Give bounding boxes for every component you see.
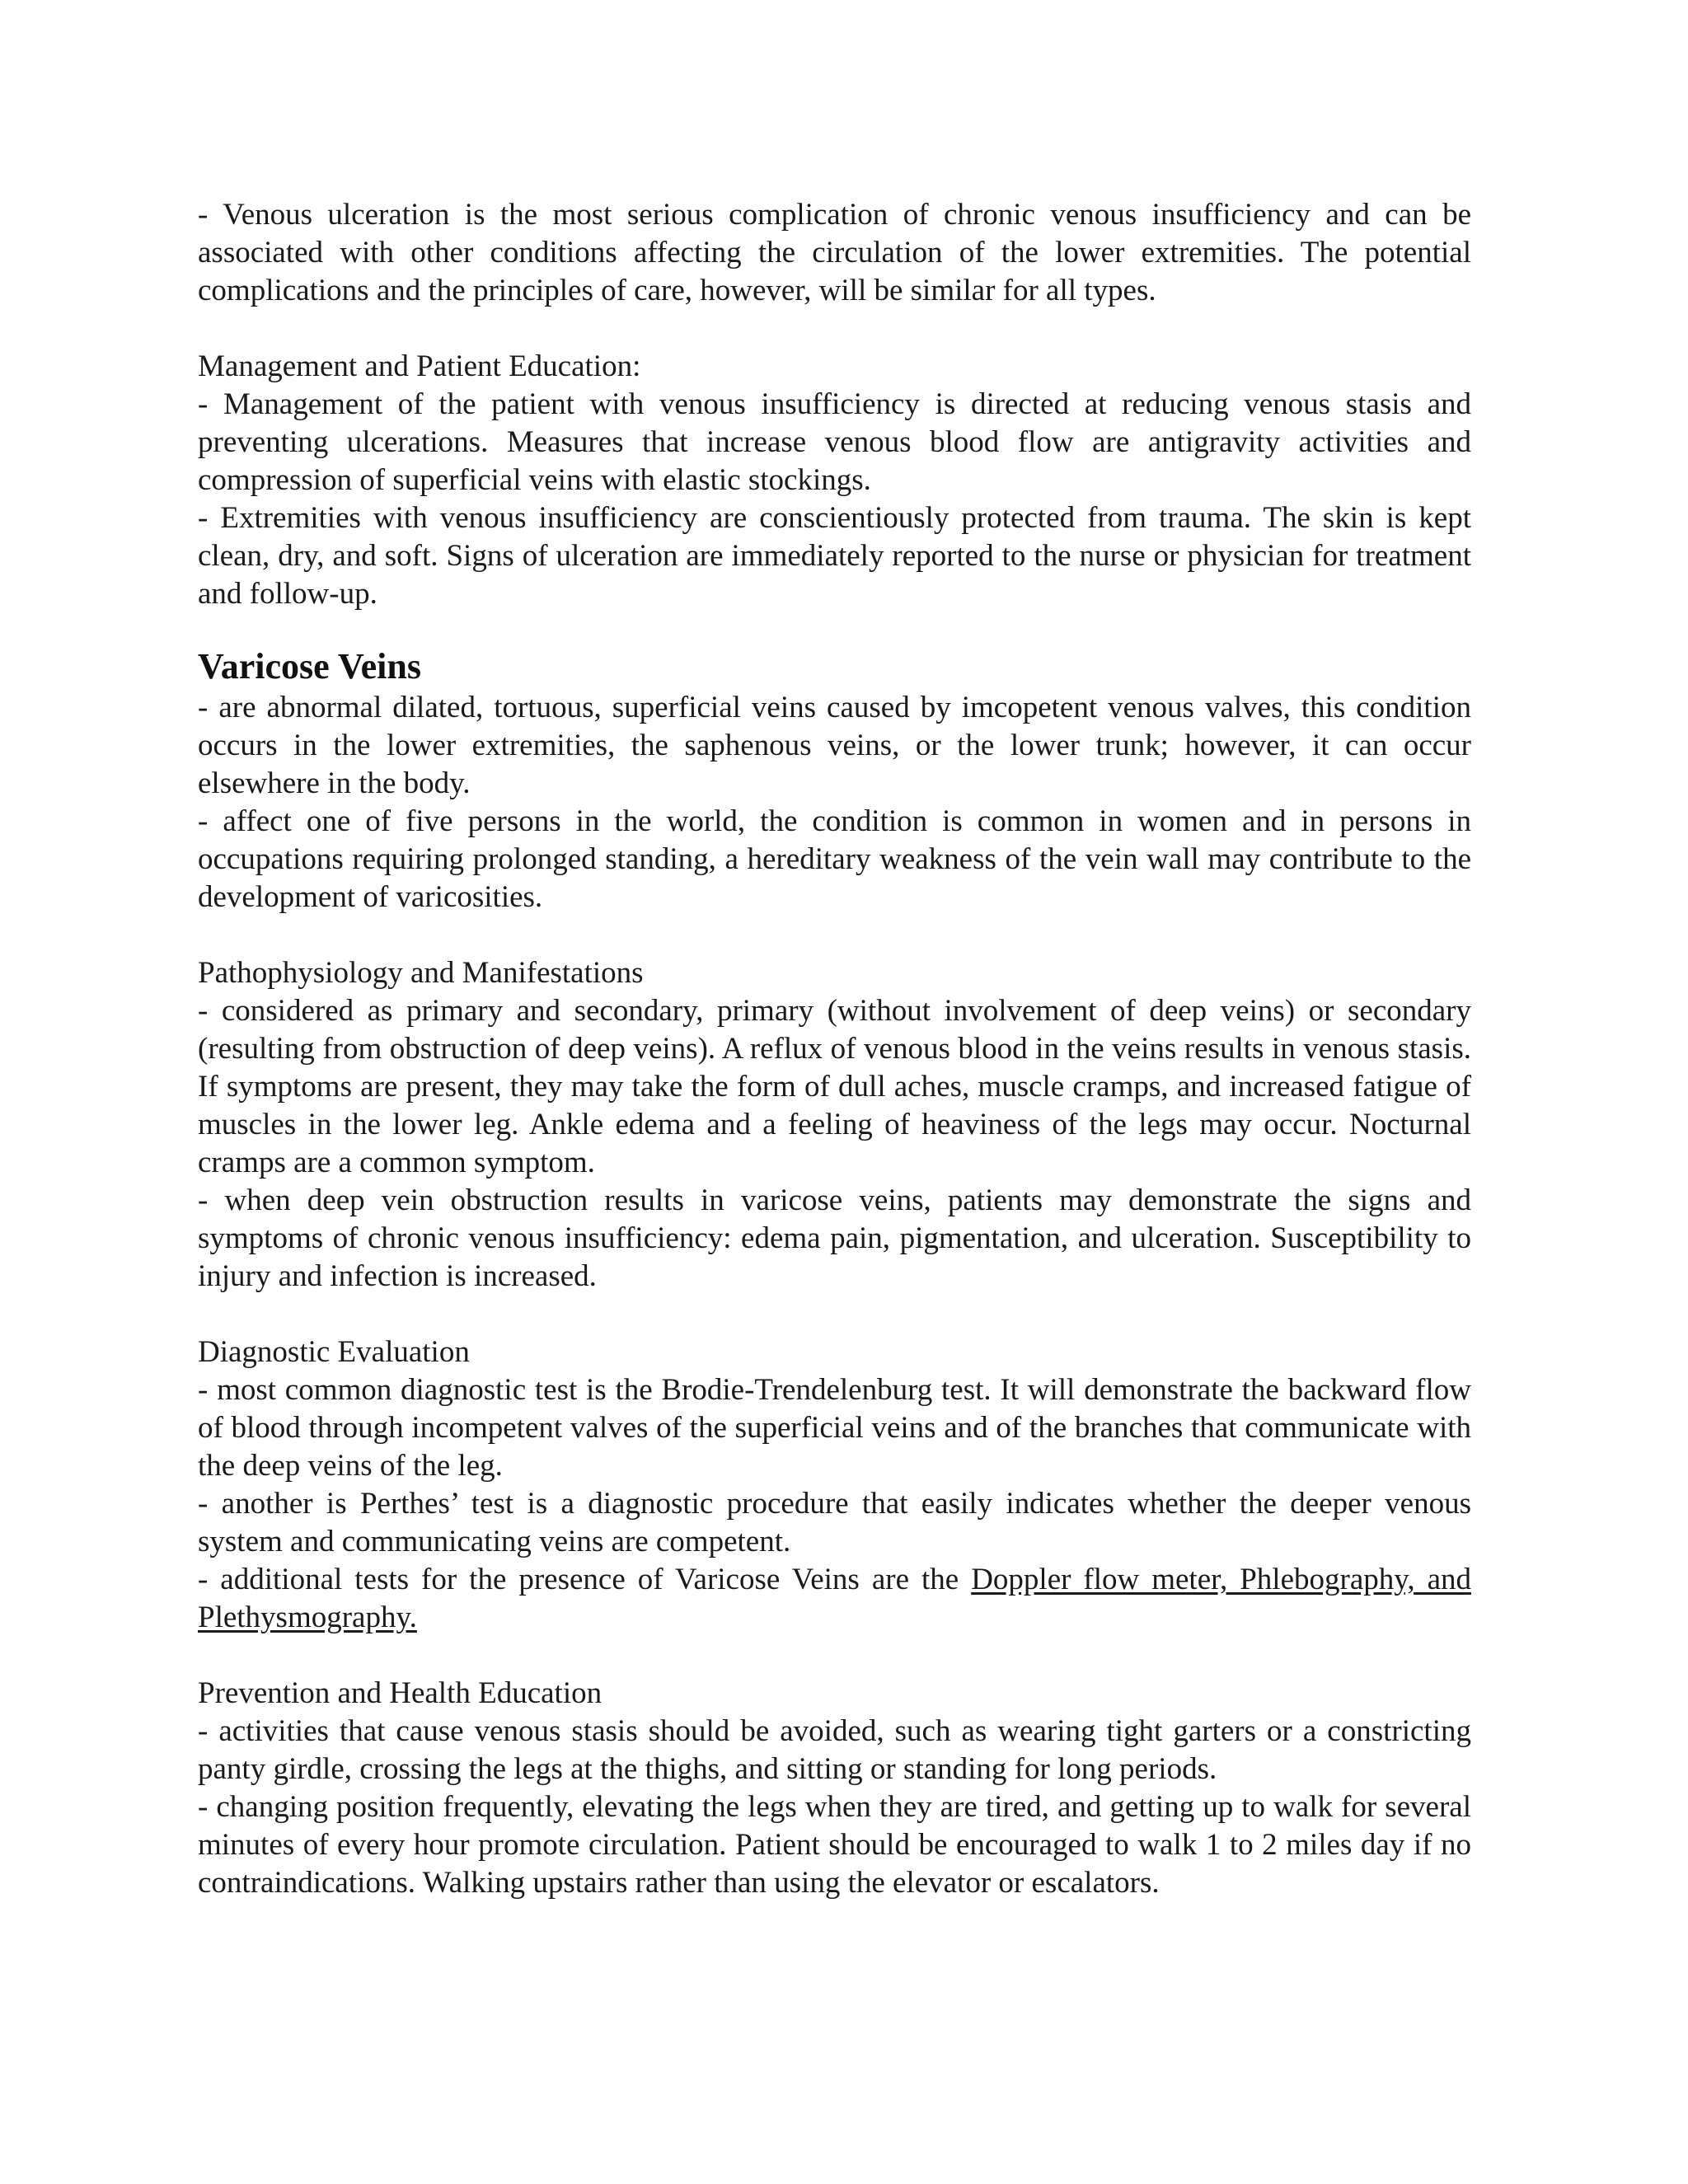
varicose-paragraph-2: - affect one of five persons in the world, the condition is common in women and in persons in occupations requiring prolonged standing, a hereditary weakness of the vein wall may contribute to the development of varicosities. [198, 804, 1471, 914]
spacer [198, 1637, 1471, 1675]
management-paragraph-1: - Management of the patient with venous insufficiency is directed at reducing venous stasis and preventing ulcerations. Measures that increase venous blood flow are antigravity activities and compression of superficial veins with elastic stockings. [198, 387, 1471, 497]
prevention-paragraph-1: - activities that cause venous stasis should be avoided, such as wearing tight garters or a constricting panty girdle, crossing the legs at the thighs, and sitting or standing for long periods. [198, 1714, 1471, 1786]
document-page [198, 196, 1471, 1902]
diagnostic-paragraph-1: - most common diagnostic test is the Brodie-Trendelenburg test. It will demonstrate the backward flow of blood through incompetent valves of the superficial veins and of the branches that communicate with the deep veins of the leg. [198, 1373, 1471, 1483]
prevention-paragraph-2: - changing position frequently, elevating the legs when they are tired, and getting up to walk for several minutes of every hour promote circulation. Patient should be encouraged to walk 1 to 2 miles day if no contraindications. Walking upstairs rather than using the elevator or escalators. [198, 1790, 1471, 1900]
varicose-paragraph-1: - are abnormal dilated, tortuous, superficial veins caused by imcopetent venous valves, this condition occurs in the lower extremities, the saphenous veins, or the lower trunk; however, it can occur elsewhere in the body. [198, 691, 1471, 800]
diagnostic-tests-list: Doppler flow meter, Phlebography, and Plethysmography. [198, 1563, 1472, 1634]
diagnostic-title: Diagnostic Evaluation [198, 1335, 470, 1369]
pathophysiology-title: Pathophysiology and Manifestations [198, 956, 644, 990]
diagnostic-paragraph-3 [198, 1561, 1471, 1637]
pathophysiology-paragraph-2: - when deep vein obstruction results in varicose veins, patients may demonstrate the signs and symptoms of chronic venous insufficiency: edema pain, pigmentation, and ulceration. Susceptibility to injury and infection is increased. [198, 1183, 1471, 1293]
management-title: Management and Patient Education: [198, 349, 641, 383]
intro-paragraph: - Venous ulceration is the most serious complication of chronic venous insufficiency and can be associated with other conditions affecting the circulation of the lower extremities. The potential complications and the principles of care, however, will be similar for all types. [198, 198, 1471, 307]
diagnostic-paragraph-2: - another is Perthes’ test is a diagnostic procedure that easily indicates whether the deeper venous system and communicating veins are competent. [198, 1487, 1471, 1558]
management-paragraph-2: - Extremities with venous insufficiency are conscientiously protected from trauma. The skin is kept clean, dry, and soft. Signs of ulceration are immediately reported to the nurse or physician for treatment and follow-up. [198, 501, 1471, 611]
diagnostic-tests-prefix: - additional tests for the presence of Varicose Veins are the [198, 1563, 972, 1596]
pathophysiology-paragraph-1: - considered as primary and secondary, primary (without involvement of deep veins) or secondary (resulting from obstruction of deep veins). A reflux of venous blood in the veins results in venous stasis. If symptoms are present, they may take the form of dull aches, muscle cramps, and increased fatigue of muscles in the lower leg. Ankle edema and a feeling of heaviness of the legs may occur. Nocturnal cramps are a common symptom. [198, 994, 1471, 1179]
prevention-title: Prevention and Health Education [198, 1676, 603, 1710]
spacer [198, 310, 1471, 348]
spacer [198, 1296, 1471, 1333]
varicose-veins-heading: Varicose Veins [198, 646, 421, 687]
spacer [198, 916, 1471, 954]
spacer [198, 613, 1471, 644]
